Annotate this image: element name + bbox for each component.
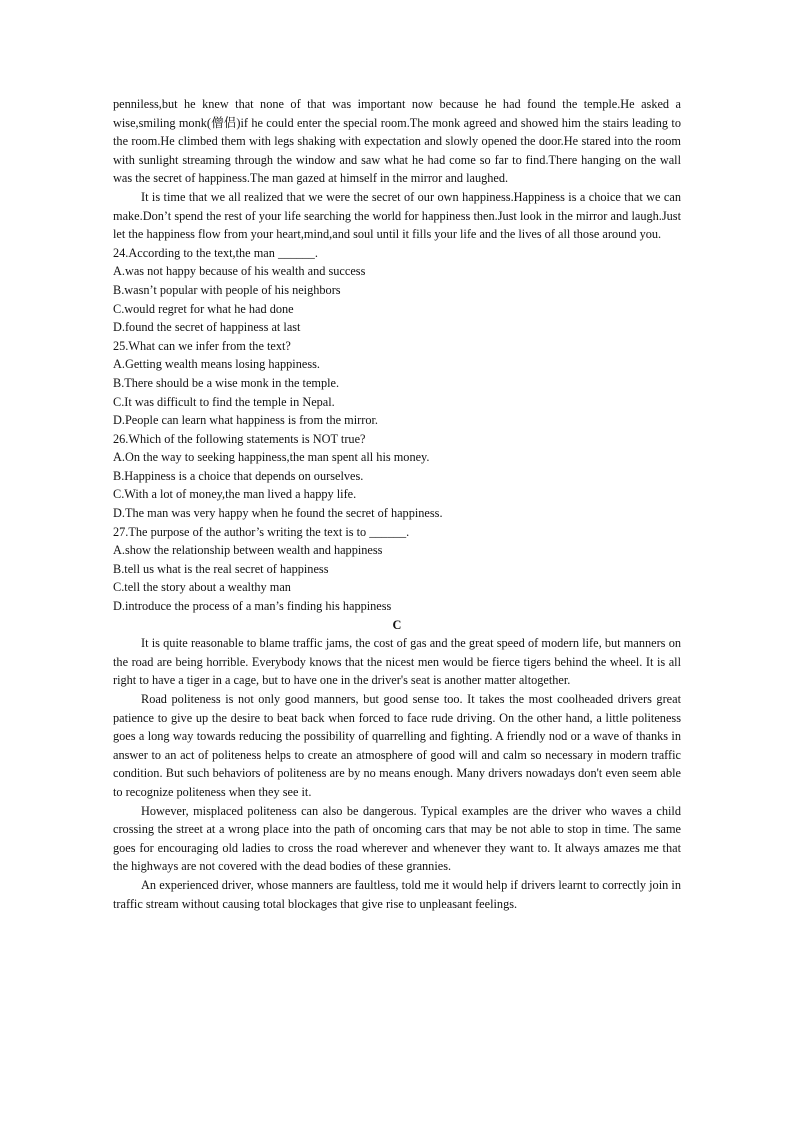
- answer-option: B.tell us what is the real secret of happiness: [113, 561, 329, 576]
- question-25: [113, 337, 681, 430]
- question-26: [113, 430, 681, 523]
- section-heading-c: C: [392, 617, 402, 632]
- answer-option: D.People can learn what happiness is from the mirror.: [113, 413, 378, 428]
- question-24: [113, 244, 681, 337]
- answer-option: C.It was difficult to find the temple in Nepal.: [113, 394, 335, 409]
- passage-b-paragraph-2: It is time that we all realized that we were the secret of our own happiness.Happiness is a choice that we can make.Don’t spend the rest of your life searching the world for happiness then.Just look in the mirror and laugh.Just let the happiness flow from your heart,mind,and soul until it fills your life and the lives of all those around you.: [113, 189, 681, 242]
- passage-c-paragraph-3: However, misplaced politeness can also be dangerous. Typical examples are the driver who waves a child crossing the street at a wrong place into the path of oncoming cars that may be not able to stop in time. The same goes for encouraging old ladies to cross the road wherever and whenever they want to. It always amazes me that the highways are not covered with the dead bodies of these grannies.: [113, 803, 681, 874]
- answer-option: A.On the way to seeking happiness,the man spent all his money.: [113, 450, 430, 465]
- passage-c-paragraph-1: It is quite reasonable to blame traffic jams, the cost of gas and the great speed of modern life, but manners on the road are being horrible. Everybody knows that the nicest men would be fierce tigers behind the wheel. It is all right to have a tiger in a cage, but to have one in the driver's seat is another matter altogether.: [113, 636, 681, 688]
- question-stem: 26.Which of the following statements is NOT true?: [113, 431, 366, 446]
- answer-option: A.Getting wealth means losing happiness.: [113, 357, 320, 372]
- passage-c-paragraph-2: Road politeness is not only good manners, but good sense too. It takes the most coolheaded drivers great patience to give up the desire to beat back when forced to face rude driving. On the other hand, a little politeness goes a long way towards reducing the possibility of quarrelling and fighting. A friendly nod or a wave of thanks in answer to an act of politeness helps to create an atmosphere of good will and calm so necessary in modern traffic condition. But such behaviors of politeness are by no means enough. Many drivers nowadays don't even seem able to recognize politeness when they see it.: [113, 692, 681, 799]
- answer-option: B.wasn’t popular with people of his neighbors: [113, 282, 341, 297]
- passage-c-paragraph-4: An experienced driver, whose manners are faultless, told me it would help if drivers learnt to correctly join in traffic stream without causing total blockages that give rise to unpleasant feelings.: [113, 877, 681, 911]
- passage-b-paragraph-1: penniless,but he knew that none of that was important now because he had found the temple.He asked a wise,smiling monk(僧侣)if he could enter the special room.The monk agreed and showed him the stairs leading to the room.He climbed them with legs shaking with expectation and slowly opened the door.He stared into the room with sunlight streaming through the window and saw what he had come so far to find.There hanging on the wall was the secret of happiness.The man gazed at himself in the mirror and laughed.: [113, 97, 681, 186]
- answer-option: C.With a lot of money,the man lived a happy life.: [113, 487, 357, 502]
- answer-option: A.show the relationship between wealth and happiness: [113, 543, 383, 558]
- answer-option: B.There should be a wise monk in the temple.: [113, 375, 340, 390]
- answer-option: A.was not happy because of his wealth and success: [113, 264, 366, 279]
- question-stem: 25.What can we infer from the text?: [113, 338, 291, 353]
- question-stem: 27.The purpose of the author’s writing the text is to ______.: [113, 524, 410, 539]
- question-stem: 24.According to the text,the man ______.: [113, 245, 318, 260]
- answer-option: C.would regret for what he had done: [113, 301, 294, 316]
- answer-option: D.introduce the process of a man’s finding his happiness: [113, 599, 392, 614]
- answer-option: B.Happiness is a choice that depends on ourselves.: [113, 468, 364, 483]
- answer-option: D.found the secret of happiness at last: [113, 320, 301, 335]
- document-page: [113, 95, 681, 913]
- answer-option: D.The man was very happy when he found the secret of happiness.: [113, 506, 443, 521]
- question-27: [113, 523, 681, 616]
- answer-option: C.tell the story about a wealthy man: [113, 580, 291, 595]
